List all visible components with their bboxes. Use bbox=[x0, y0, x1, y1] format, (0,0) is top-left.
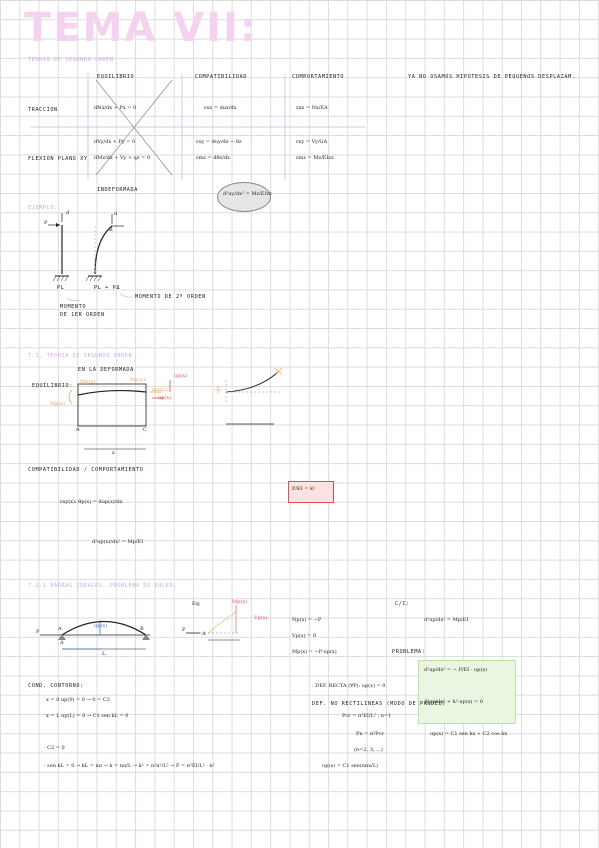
beh-traccion: εxx = Nx/EA bbox=[296, 105, 328, 111]
ejemplo-label: EJEMPLO: bbox=[28, 205, 58, 211]
eq-71-2: d²up(x)/dx² = Mp/EI bbox=[92, 539, 144, 545]
label-C: C bbox=[143, 427, 147, 433]
label-upx: up(x) bbox=[174, 373, 188, 379]
euler-L: L bbox=[102, 651, 106, 657]
c2-eq: · C2 = 0 bbox=[44, 745, 65, 751]
ej-moment-2nd: MOMENTO DE 2º ORDEN bbox=[135, 294, 206, 300]
green-eq-2: d²up/dx² + k²·up(x) = 0 bbox=[424, 699, 484, 705]
label-Mpx-left: Mp(x) bbox=[50, 401, 66, 407]
eq-flexion-1: dVy/dx + Py = 0 bbox=[94, 139, 136, 145]
pcr-eq: Pcr = π²EI/L² ; n=1 bbox=[342, 713, 392, 719]
indeformada-label: INDEFORMADA bbox=[97, 187, 138, 193]
col-comportamiento: COMPORTAMIENTO bbox=[292, 74, 345, 80]
label-Mpx-right: Mp(x) bbox=[130, 377, 146, 383]
table-note: YA NO USAMOS HIPOTESIS DE PEQUEÑOS DESPLAZAM. bbox=[408, 74, 576, 80]
label-x: x bbox=[112, 450, 115, 456]
label-A: A bbox=[76, 427, 80, 433]
green-eq-1: d²up/dx² = − P/EI · up(x) bbox=[424, 667, 488, 673]
col-equilibrio: EQUILIBRIO bbox=[97, 74, 135, 80]
en-deformada: EN LA DEFORMADA bbox=[78, 367, 134, 373]
upx-gen: up(x) = C1 sen kx + C2 cos kx bbox=[430, 731, 508, 737]
cond-contorno-label: COND. CONTORNO: bbox=[28, 683, 84, 689]
beh-flexion-1: εxy = Vy/GA bbox=[296, 139, 328, 145]
label-upx-small: up(x) bbox=[158, 395, 172, 401]
label-Mpx-top: Mp(x) bbox=[80, 379, 96, 385]
eq-A: A bbox=[202, 631, 206, 637]
cc1: x = 0 up(0) = 0 → 0 = C2 bbox=[46, 697, 110, 703]
label-mzzx: mzz(x) bbox=[152, 387, 169, 393]
eq-P: P bbox=[182, 627, 186, 633]
euler-A-top: A bbox=[58, 626, 62, 632]
eq-flexion-2: dMz/dx + Vy + qz = 0 bbox=[94, 155, 151, 161]
comp-traccion: εxx = dux/dx bbox=[204, 105, 237, 111]
ej-d-left: d bbox=[66, 210, 70, 216]
comp-flexion-2: εmz = dθz/dx bbox=[196, 155, 230, 161]
ej-B: B bbox=[109, 227, 113, 233]
eq-r2: Vp(x) = 0 bbox=[292, 633, 317, 639]
section-721-heading-text: 7.2.1 BARRAS IDEALES. PROBLEMA DE EULER. bbox=[28, 583, 177, 589]
eq-Mp-x: Mp(x) bbox=[232, 599, 248, 605]
ej-P-left: P bbox=[44, 220, 48, 226]
def-no-rect: DEF. NO RECTILINEAS (MODO DE PANDEO) bbox=[312, 701, 447, 707]
subtitle: TEORIA DE SEGUNDO ORDEN bbox=[28, 57, 114, 63]
beh-flexion-2: εmz = Mz/EIzz bbox=[296, 155, 334, 161]
equilibrio-label: EQUILIBRIO: bbox=[32, 383, 73, 389]
row-flexion: FLEXION PLANO XY bbox=[28, 156, 88, 162]
section-71-heading-text: 7.1. TEORIA DE SEGUNDO ORDEN bbox=[28, 353, 133, 359]
euler-B: B bbox=[140, 626, 144, 632]
compat-label: COMPATIBILIDAD / COMPORTAMIENTO bbox=[28, 467, 144, 473]
upx-sol: up(x) = C1 sen(nπx/L) bbox=[322, 763, 379, 769]
eq-traccion: dNx/dx + Px = 0 bbox=[94, 105, 137, 111]
page-title: TEMA VII: bbox=[24, 5, 259, 51]
ellipse-eq: d²uy/dx² = Mz/EIzz bbox=[223, 191, 272, 197]
ej-d-right: d bbox=[114, 211, 118, 217]
ej-base-right: PL + PΔ bbox=[94, 285, 121, 291]
col-compatibilidad: COMPATIBILIDAD bbox=[195, 74, 248, 80]
n-vals: (n=2, 3, ...) bbox=[354, 747, 383, 753]
euler-A-bottom: A bbox=[60, 640, 64, 646]
ej-moment-1st-b: DE 1ER ORDEN bbox=[60, 312, 105, 318]
sen-eq: · sen kL = 0 → kL = nπ → k = nπ/L → k² = n²π²/L² → P = π²EI/L² · n² bbox=[44, 763, 215, 769]
ej-base-left: PL bbox=[57, 285, 65, 291]
eq-r1: Np(x) = −P bbox=[292, 617, 322, 623]
euler-up-x: up(x) bbox=[94, 623, 108, 629]
comp-flexion-1: εxy = duy/dx − θz bbox=[196, 139, 242, 145]
cc-label: C/C: bbox=[395, 601, 410, 607]
cc-eq: d²up/dx² = Mp/EI bbox=[424, 617, 469, 623]
row-traccion: TRACCION bbox=[28, 107, 58, 113]
eq-Vp-x: Vp(x) bbox=[254, 615, 268, 621]
problema-label: PROBLEMA: bbox=[392, 649, 426, 655]
pn-eq: Pn = n²Pcr bbox=[356, 731, 384, 737]
def-recta: · DEF. RECTA (∀P): up(x) = 0 bbox=[312, 683, 386, 689]
euler-P-left: P bbox=[36, 629, 40, 635]
ej-moment-1st-a: MOMENTO bbox=[60, 304, 87, 310]
cc2: x = L up(L) = 0 → C1 sen kL = 0 bbox=[46, 713, 129, 719]
eq-label: Eq: bbox=[192, 601, 201, 607]
eq-71-1: εxy(x): θp(x) = dup(x)/dx bbox=[60, 499, 123, 505]
eq-r3: Mp(x) = −P·up(x) bbox=[292, 649, 337, 655]
boxed-eq: P/EI = k² bbox=[292, 486, 316, 492]
